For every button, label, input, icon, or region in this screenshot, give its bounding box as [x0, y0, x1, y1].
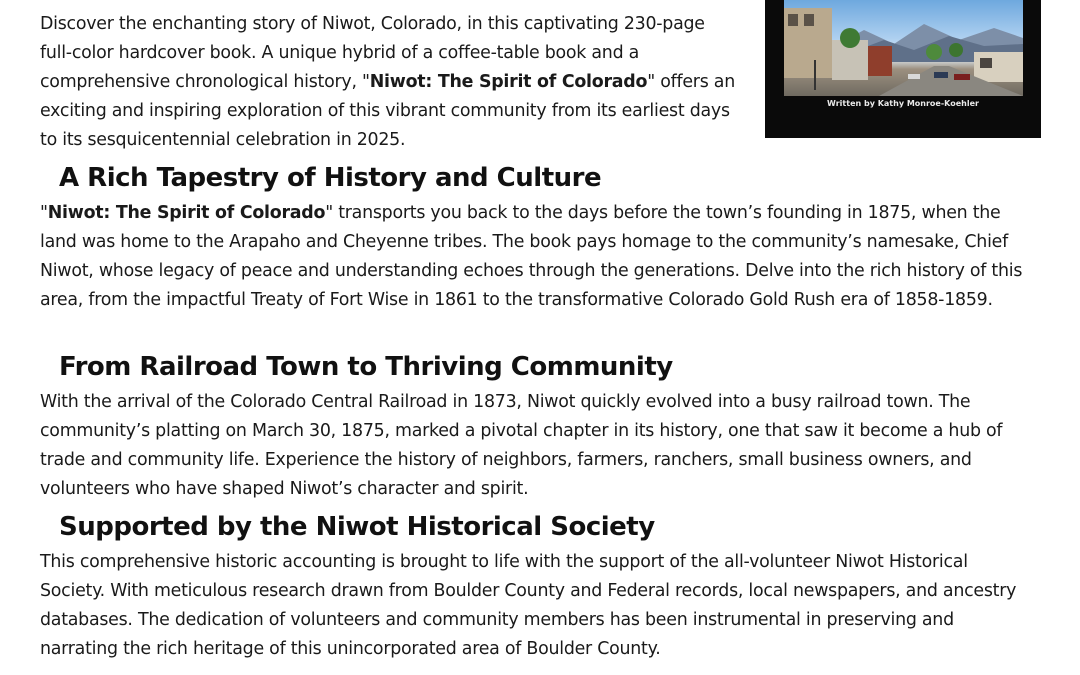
heading-historical-society: Supported by the Niwot Historical Society	[59, 512, 655, 542]
book-title-bold-2: Niwot: The Spirit of Colorado	[47, 203, 326, 223]
book-title-bold: Niwot: The Spirit of Colorado	[369, 72, 648, 92]
intro-text-a: Discover the enchanting story of Niwot, Colorado, in this captivating 230-page full-color hardcover book. A unique hybrid of a coffee-table book and a comprehensive chronological history, "	[40, 14, 705, 92]
heading-rich-tapestry: A Rich Tapestry of History and Culture	[59, 163, 602, 193]
paragraph-rich-tapestry	[40, 199, 1040, 315]
book-cover-image	[765, 0, 1041, 138]
intro-text-b: " offers an exciting and inspiring exploration of this vibrant community from its earliest days to its sesquicentennial celebration in 2025.	[40, 72, 735, 150]
paragraph-historical-society: This comprehensive historic accounting is brought to life with the support of the all-volunteer Niwot Historical Society. With meticulous research drawn from Boulder County and Federal records, local newspapers, and ancestry databases. The dedication of volunteers and community members has been instrumental in preserving and narrating the rich heritage of this unincorporated area of Boulder County.	[40, 552, 1017, 659]
paragraph-railroad-town: With the arrival of the Colorado Central Railroad in 1873, Niwot quickly evolved into a busy railroad town. The community’s platting on March 30, 1875, marked a pivotal chapter in its history, one that saw it become a hub of trade and community life. Experience the history of neighbors, farmers, ranchers, small business owners, and volunteers who have shaped Niwot’s character and spirit.	[40, 392, 1003, 499]
cover-caption: Written by Kathy Monroe-Koehler	[827, 99, 979, 108]
intro-paragraph	[40, 10, 740, 155]
street-scene-illustration	[784, 0, 1023, 96]
tapestry-text: " transports you back to the days before the town’s founding in 1875, when the land was home to the Arapaho and Cheyenne tribes. The book pays homage to the community’s namesake, Chief Niwot, whose legacy of peace and understanding echoes through the generations. Delve into the rich history of this area, from the impactful Treaty of Fort Wise in 1861 to the transformative Colorado Gold Rush era of 1858-1859.	[40, 203, 1023, 310]
cover-photo	[784, 0, 1023, 96]
quote-open: "	[40, 203, 48, 223]
heading-railroad-town: From Railroad Town to Thriving Community	[59, 352, 673, 382]
